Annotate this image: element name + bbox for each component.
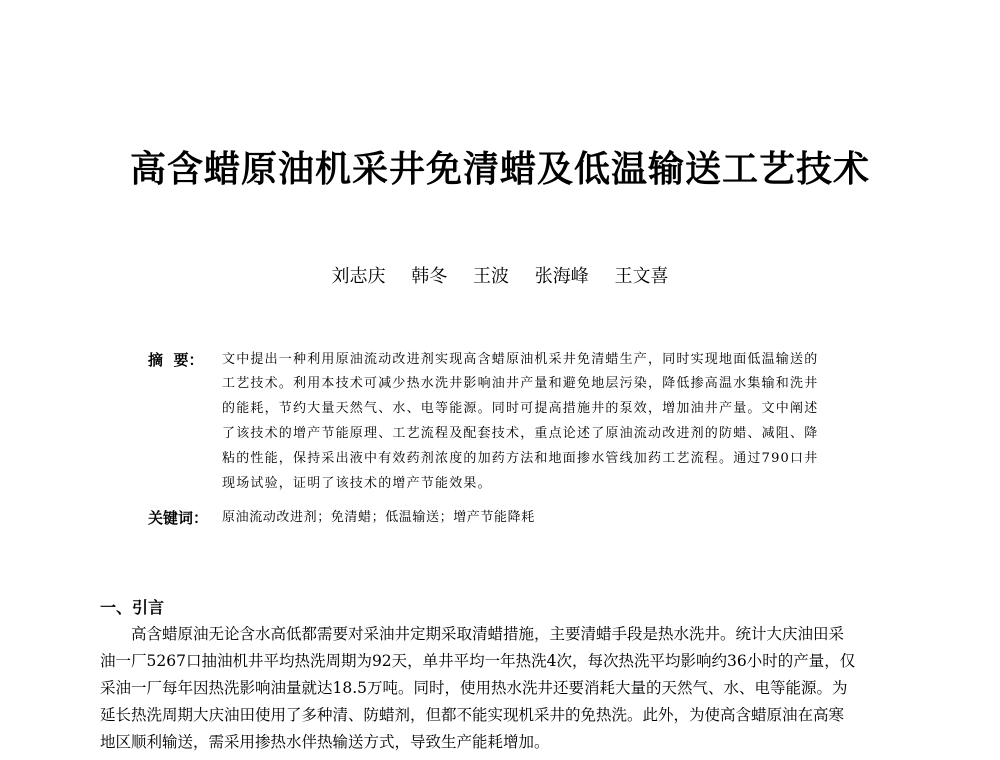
abstract-line: 工艺技术。利用本技术可减少热水洗井影响油井产量和避免地层污染，降低掺高温水集输和洗井: [222, 376, 819, 391]
abstract-line: 粘的性能，保持采出液中有效药剂浓度的加药方法和地面掺水管线加药工艺流程。通过790口井: [222, 451, 819, 466]
author-name: 王波: [473, 266, 509, 287]
keywords-text: 原油流动改进剂；免清蜡；低温输送；增产节能降耗: [222, 510, 535, 525]
body-paragraph-line: 采油一厂每年因热洗影响油量就达18.5万吨。同时，使用热水洗井还要消耗大量的天然气、水、电等能源。为: [100, 679, 848, 697]
author-name: 刘志庆: [331, 266, 386, 287]
paper-title: 高含蜡原油机采井免清蜡及低温输送工艺技术: [129, 149, 870, 190]
author-name: 王文喜: [614, 266, 669, 287]
body-paragraph-line: 高含蜡原油无论含水高低都需要对采油井定期采取清蜡措施，主要清蜡手段是热水洗井。统计大庆油田采: [131, 625, 845, 643]
abstract-line: 了该技术的增产节能原理、工艺流程及配套技术，重点论述了原油流动改进剂的防蜡、减阻、降: [222, 426, 819, 441]
abstract-line: 的能耗，节约大量天然气、水、电等能源。同时可提高措施井的泵效，增加油井产量。文中阐述: [222, 401, 819, 416]
section-heading: 一、引言: [100, 598, 165, 617]
body-paragraph-line: 延长热洗周期大庆油田使用了多种清、防蜡剂，但都不能实现机采井的免热洗。此外，为使高含蜡原油在高寒: [100, 706, 845, 724]
author-name: 张海峰: [534, 266, 589, 287]
author-list: [0, 262, 1000, 292]
body-paragraph-line: 地区顺利输送，需采用掺热水伴热输送方式，导致生产能耗增加。: [100, 733, 550, 751]
author-name: 韩冬: [411, 266, 448, 287]
abstract-line: 现场试验，证明了该技术的增产节能效果。: [222, 476, 492, 491]
keywords-label: 关键词：: [148, 509, 209, 527]
abstract-line: 文中提出一种利用原油流动改进剂实现高含蜡原油机采井免清蜡生产，同时实现地面低温输送的: [222, 352, 819, 367]
abstract-label: 摘 要：: [148, 351, 204, 369]
body-paragraph-line: 油一厂5267口抽油机井平均热洗周期为92天，单井平均一年热洗4次，每次热洗平均影响约36小时的产量，仅: [100, 652, 856, 670]
